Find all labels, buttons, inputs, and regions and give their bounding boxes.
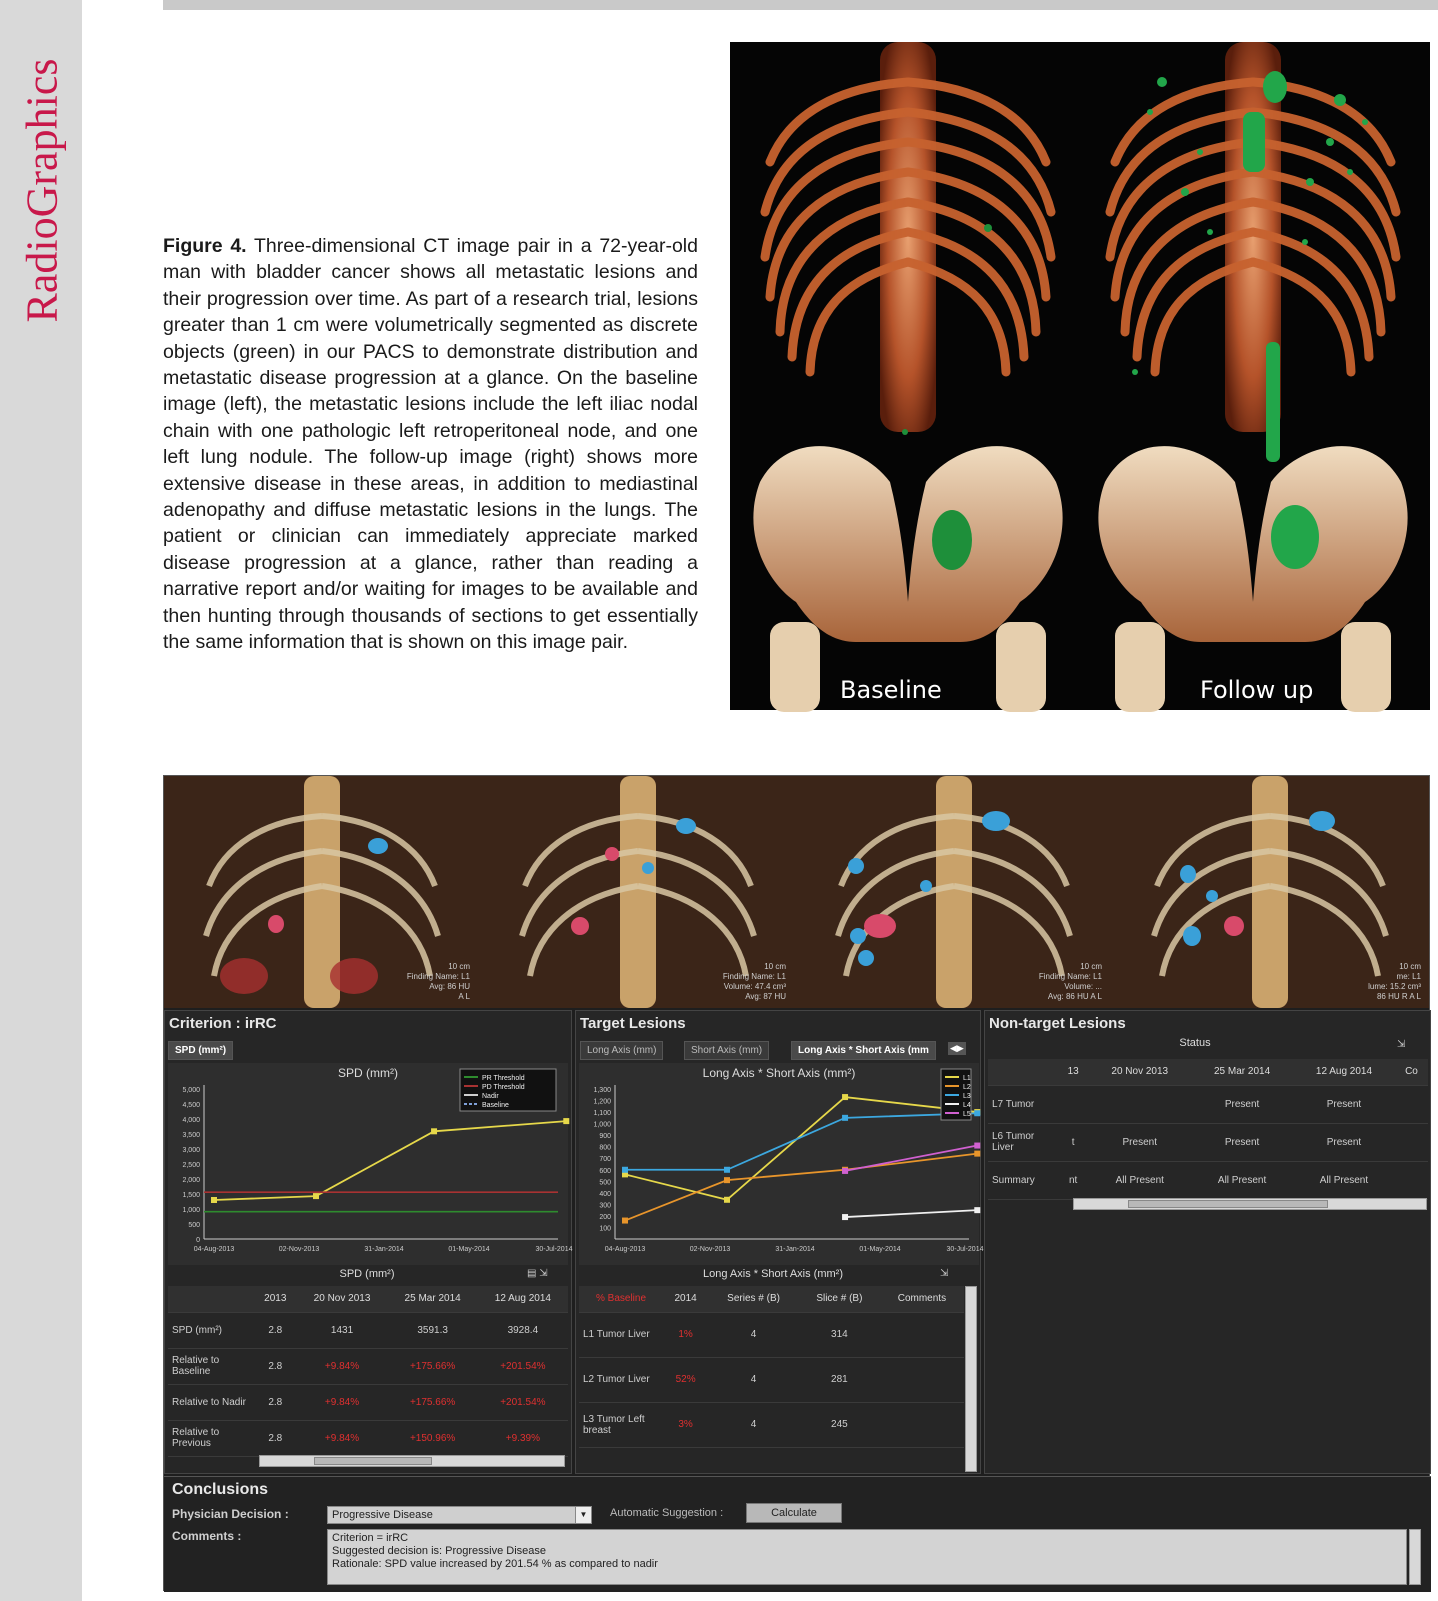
table-cell: 3591.3 xyxy=(388,1312,478,1348)
table-cell: nt xyxy=(1058,1161,1088,1199)
table-cell: Present xyxy=(1293,1085,1395,1123)
followup-label: Follow up xyxy=(1200,676,1314,704)
y-tick-label: 800 xyxy=(599,1144,611,1152)
chevron-down-icon[interactable]: ▼ xyxy=(575,1507,591,1523)
table-cell: +9.39% xyxy=(478,1420,568,1456)
table-cell: Present xyxy=(1088,1123,1191,1161)
column-header[interactable]: 12 Aug 2014 xyxy=(478,1286,568,1312)
table-cell: 2.8 xyxy=(254,1348,297,1384)
x-tick-label: 01-May-2014 xyxy=(448,1246,490,1253)
legend-entry: L4 xyxy=(963,1102,971,1109)
data-point xyxy=(313,1193,319,1199)
table-row[interactable] xyxy=(579,1357,964,1402)
y-tick-label: 5,000 xyxy=(182,1087,200,1094)
legend-entry: L5 xyxy=(963,1111,971,1118)
table-cell: 2.8 xyxy=(254,1312,297,1348)
ct-image-pair xyxy=(730,42,1430,710)
table-cell: +150.96% xyxy=(388,1420,478,1456)
table-cell: +175.66% xyxy=(388,1348,478,1384)
table-row[interactable] xyxy=(168,1420,568,1456)
column-header[interactable]: 25 Mar 2014 xyxy=(388,1286,478,1312)
y-tick-label: 1,500 xyxy=(182,1192,200,1199)
y-tick-label: 1,100 xyxy=(593,1110,611,1118)
journal-name: RadioGraphics xyxy=(17,58,67,322)
y-tick-label: 0 xyxy=(196,1237,200,1244)
table-cell: +9.84% xyxy=(297,1348,388,1384)
table-row[interactable] xyxy=(168,1348,568,1384)
table-cell: t xyxy=(1058,1123,1088,1161)
table-cell: 4 xyxy=(708,1402,799,1447)
thumbnail-2[interactable] xyxy=(480,776,796,1008)
table-cell xyxy=(1395,1161,1428,1199)
data-point xyxy=(724,1167,730,1173)
baseline-label: Baseline xyxy=(840,676,942,704)
x-tick-label: 31-Jan-2014 xyxy=(775,1246,815,1253)
table-cell: 281 xyxy=(799,1357,880,1402)
column-header[interactable]: 2013 xyxy=(254,1286,297,1312)
data-point xyxy=(724,1177,730,1183)
expand-icon[interactable]: ⇲ xyxy=(1397,1039,1406,1050)
row-label: L1 Tumor Liver xyxy=(579,1312,663,1357)
table-row[interactable] xyxy=(579,1312,964,1357)
table-cell: 3928.4 xyxy=(478,1312,568,1348)
thumbnail-strip xyxy=(164,776,1431,1008)
table-cell: Present xyxy=(1191,1085,1293,1123)
x-tick-label: 04-Aug-2013 xyxy=(193,1246,235,1253)
table-cell: 1431 xyxy=(297,1312,388,1348)
legend-entry: PD Threshold xyxy=(482,1084,525,1091)
table-cell: 4 xyxy=(708,1312,799,1357)
figure-caption xyxy=(163,233,698,656)
thumbnail-4[interactable] xyxy=(1112,776,1429,1008)
export-icon[interactable]: ▤ ⇲ xyxy=(527,1268,548,1279)
criterion-panel xyxy=(164,1010,572,1474)
table-row[interactable] xyxy=(579,1402,964,1447)
row-label: L2 Tumor Liver xyxy=(579,1357,663,1402)
column-header[interactable]: Comments xyxy=(880,1286,964,1312)
thumbnail-3-info: 10 cm Finding Name: L1 Volume: ... Avg: 86 HU A L xyxy=(1038,962,1102,1001)
journal-logo xyxy=(2,20,82,360)
data-point xyxy=(974,1151,980,1157)
x-tick-label: 31-Jan-2014 xyxy=(364,1246,404,1253)
y-tick-label: 200 xyxy=(599,1213,611,1221)
table-cell: All Present xyxy=(1088,1161,1191,1199)
calculate-button[interactable]: Calculate xyxy=(746,1503,842,1523)
thumbnail-2-info: 10 cm Finding Name: L1 Volume: 47.4 cm³ Avg: 87 HU xyxy=(722,962,786,1001)
status-header: Status xyxy=(1179,1037,1211,1049)
spd-table-scrollbar[interactable] xyxy=(259,1455,565,1467)
decision-select[interactable] xyxy=(327,1506,592,1524)
data-point xyxy=(622,1218,628,1224)
y-tick-label: 100 xyxy=(599,1225,611,1233)
column-header[interactable] xyxy=(988,1059,1058,1085)
y-tick-label: 1,300 xyxy=(593,1087,611,1094)
x-tick-label: 04-Aug-2013 xyxy=(604,1246,646,1253)
followup-skeleton xyxy=(1098,42,1407,712)
nontarget-scrollbar[interactable] xyxy=(1073,1198,1427,1210)
nontarget-title: Non-target Lesions xyxy=(989,1015,1126,1032)
spd-table xyxy=(168,1286,568,1457)
y-tick-label: 400 xyxy=(599,1190,611,1198)
conclusions-section xyxy=(164,1476,1431,1592)
table-cell xyxy=(880,1312,964,1357)
row-label: Relative to Previous xyxy=(168,1420,254,1456)
x-tick-label: 02-Nov-2013 xyxy=(689,1246,731,1253)
table-cell: 4 xyxy=(708,1357,799,1402)
table-cell: 2.8 xyxy=(254,1384,297,1420)
y-tick-label: 900 xyxy=(599,1133,611,1141)
table-cell: 1% xyxy=(663,1312,708,1357)
decision-label: Physician Decision : xyxy=(172,1507,289,1521)
table-cell: All Present xyxy=(1293,1161,1395,1199)
table-cell xyxy=(880,1357,964,1402)
row-label: L3 Tumor Left breast xyxy=(579,1402,663,1447)
y-tick-label: 4,000 xyxy=(182,1117,200,1124)
data-point xyxy=(842,1115,848,1121)
legend-entry: PR Threshold xyxy=(482,1075,525,1082)
x-tick-label: 30-Jul-2014 xyxy=(946,1246,984,1253)
x-tick-label: 02-Nov-2013 xyxy=(278,1246,320,1253)
comment-line: Rationale: SPD value increased by 201.54 % as compared to nadir xyxy=(332,1558,658,1570)
expand-icon[interactable]: ⇲ xyxy=(940,1268,949,1279)
table-row[interactable] xyxy=(168,1312,568,1348)
data-point xyxy=(211,1197,217,1203)
criterion-title: Criterion : irRC xyxy=(169,1015,277,1032)
lesion-chart xyxy=(579,1063,984,1265)
chart-title: SPD (mm²) xyxy=(338,1066,398,1080)
row-label: L7 Tumor xyxy=(988,1085,1058,1123)
tab-long-axis[interactable]: Long Axis (mm) xyxy=(580,1041,663,1060)
thumbnail-4-info: 10 cm me: L1 lume: 15.2 cm³ 86 HU R A L xyxy=(1368,962,1421,1001)
y-tick-label: 600 xyxy=(599,1167,611,1175)
table-cell: All Present xyxy=(1191,1161,1293,1199)
y-tick-label: 2,000 xyxy=(182,1177,200,1184)
table-cell: +9.84% xyxy=(297,1384,388,1420)
data-point xyxy=(842,1094,848,1100)
table-cell xyxy=(1395,1123,1428,1161)
spd-table-title: SPD (mm²) xyxy=(339,1268,395,1280)
column-header[interactable]: Series # (B) xyxy=(708,1286,799,1312)
lesion-table xyxy=(579,1286,964,1448)
table-cell: +9.84% xyxy=(297,1420,388,1456)
table-cell: 314 xyxy=(799,1312,880,1357)
column-header[interactable]: 12 Aug 2014 xyxy=(1293,1059,1395,1085)
tab-spd[interactable]: SPD (mm²) xyxy=(168,1041,233,1060)
data-point xyxy=(842,1168,848,1174)
table-cell: Present xyxy=(1191,1123,1293,1161)
row-label: L6 Tumor Liver xyxy=(988,1123,1058,1161)
decision-value: Progressive Disease xyxy=(332,1509,433,1521)
data-point xyxy=(974,1207,980,1213)
nontarget-table xyxy=(988,1059,1428,1200)
row-label: SPD (mm²) xyxy=(168,1312,254,1348)
tab-short-axis[interactable]: Short Axis (mm) xyxy=(684,1041,769,1060)
table-cell xyxy=(880,1402,964,1447)
thumbnail-1-info: 10 cm Finding Name: L1 Avg: 86 HU A L xyxy=(406,962,470,1001)
spd-chart xyxy=(168,1063,573,1265)
comments-textarea[interactable] xyxy=(327,1529,1407,1585)
legend-entry: Nadir xyxy=(482,1093,499,1100)
legend-entry: L3 xyxy=(963,1093,971,1100)
table-cell: 3% xyxy=(663,1402,708,1447)
column-header[interactable]: 2014 xyxy=(663,1286,708,1312)
y-tick-label: 300 xyxy=(599,1202,611,1210)
table-row[interactable] xyxy=(988,1161,1428,1199)
table-row[interactable] xyxy=(988,1085,1428,1123)
comments-label: Comments : xyxy=(172,1529,242,1543)
y-tick-label: 500 xyxy=(599,1179,611,1187)
data-point xyxy=(842,1214,848,1220)
x-tick-label: 01-May-2014 xyxy=(859,1246,901,1253)
column-header[interactable]: 25 Mar 2014 xyxy=(1191,1059,1293,1085)
column-header[interactable]: 20 Nov 2013 xyxy=(297,1286,388,1312)
column-header[interactable]: Slice # (B) xyxy=(799,1286,880,1312)
data-point xyxy=(622,1167,628,1173)
y-tick-label: 1,200 xyxy=(593,1098,611,1106)
tab-long-times-short[interactable]: Long Axis * Short Axis (mm xyxy=(791,1041,936,1060)
column-header[interactable]: 20 Nov 2013 xyxy=(1088,1059,1191,1085)
auto-suggestion-label: Automatic Suggestion : xyxy=(610,1507,724,1519)
lesion-table-title: Long Axis * Short Axis (mm²) xyxy=(703,1268,843,1280)
data-point xyxy=(563,1118,569,1124)
top-rule xyxy=(163,0,1438,10)
table-row[interactable] xyxy=(988,1123,1428,1161)
column-header[interactable]: % Baseline xyxy=(579,1286,663,1312)
chart-title: Long Axis * Short Axis (mm²) xyxy=(702,1066,856,1080)
table-cell: 245 xyxy=(799,1402,880,1447)
column-header[interactable] xyxy=(168,1286,254,1312)
lesion-table-scrollbar[interactable] xyxy=(965,1286,977,1472)
table-cell: +201.54% xyxy=(478,1384,568,1420)
row-label: Summary xyxy=(988,1161,1058,1199)
journal-side-bar xyxy=(0,0,82,1601)
y-tick-label: 700 xyxy=(599,1156,611,1164)
tab-scroll-arrows[interactable]: ◀▶ xyxy=(950,1043,964,1053)
y-tick-label: 4,500 xyxy=(182,1102,200,1109)
row-label: Relative to Nadir xyxy=(168,1384,254,1420)
table-cell xyxy=(1058,1085,1088,1123)
reporting-app-screenshot xyxy=(163,775,1430,1591)
thumbnail-3[interactable] xyxy=(796,776,1112,1008)
comment-line: Criterion = irRC xyxy=(332,1532,409,1544)
target-lesions-panel xyxy=(575,1010,984,1474)
caption-label: Figure 4. xyxy=(163,235,247,257)
nontarget-lesions-panel xyxy=(984,1010,1431,1474)
table-cell: 52% xyxy=(663,1357,708,1402)
data-point xyxy=(974,1110,980,1116)
x-tick-label: 30-Jul-2014 xyxy=(535,1246,573,1253)
y-tick-label: 3,500 xyxy=(182,1132,200,1139)
caption-text: Three-dimensional CT image pair in a 72-year-old man with bladder cancer shows all metastatic lesions and their progression over time. As part of a research trial, lesions greater than 1 cm were volumetrically segmented as discrete objects (green) in our PACS to demonstrate distribution and metastatic disease progression at a glance. On the baseline image (left), the metastatic lesions include the left iliac nodal chain with one pathologic left retroperitoneal node, and one left lung nodule. The follow-up image (right) shows more extensive disease in these areas, in addition to mediastinal adenopathy and diffuse metastatic lesions in the lungs. The patient or clinician can immediately appreciate marked disease progression at a glance, rather than reading a narrative report and/or waiting for images to be available and then hunting through thousands of sections to get essentially the same information that is shown on this image pair. xyxy=(163,235,698,654)
legend-entry: L1 xyxy=(963,1075,971,1082)
conclusions-title: Conclusions xyxy=(172,1481,269,1498)
comments-scrollbar[interactable] xyxy=(1409,1529,1421,1585)
target-lesions-title: Target Lesions xyxy=(580,1015,686,1032)
y-tick-label: 3,000 xyxy=(182,1147,200,1154)
table-row[interactable] xyxy=(168,1384,568,1420)
thumbnail-1[interactable] xyxy=(164,776,480,1008)
legend-entry: L2 xyxy=(963,1084,971,1091)
data-point xyxy=(724,1197,730,1203)
column-header[interactable]: 13 xyxy=(1058,1059,1088,1085)
baseline-skeleton xyxy=(753,42,1062,712)
y-tick-label: 500 xyxy=(188,1222,200,1229)
data-point xyxy=(431,1128,437,1134)
table-cell: +175.66% xyxy=(388,1384,478,1420)
ct-illustration xyxy=(730,42,1430,710)
y-tick-label: 2,500 xyxy=(182,1162,200,1169)
table-cell: 2.8 xyxy=(254,1420,297,1456)
legend-entry: Baseline xyxy=(482,1102,509,1109)
table-cell: Present xyxy=(1293,1123,1395,1161)
data-point xyxy=(974,1143,980,1149)
chart-background xyxy=(579,1063,979,1265)
y-tick-label: 1,000 xyxy=(593,1121,611,1129)
table-cell xyxy=(1088,1085,1191,1123)
table-cell: +201.54% xyxy=(478,1348,568,1384)
row-label: Relative to Baseline xyxy=(168,1348,254,1384)
column-header[interactable]: Co xyxy=(1395,1059,1428,1085)
comment-line: Suggested decision is: Progressive Disease xyxy=(332,1545,547,1557)
table-cell xyxy=(1395,1085,1428,1123)
y-tick-label: 1,000 xyxy=(182,1207,200,1214)
